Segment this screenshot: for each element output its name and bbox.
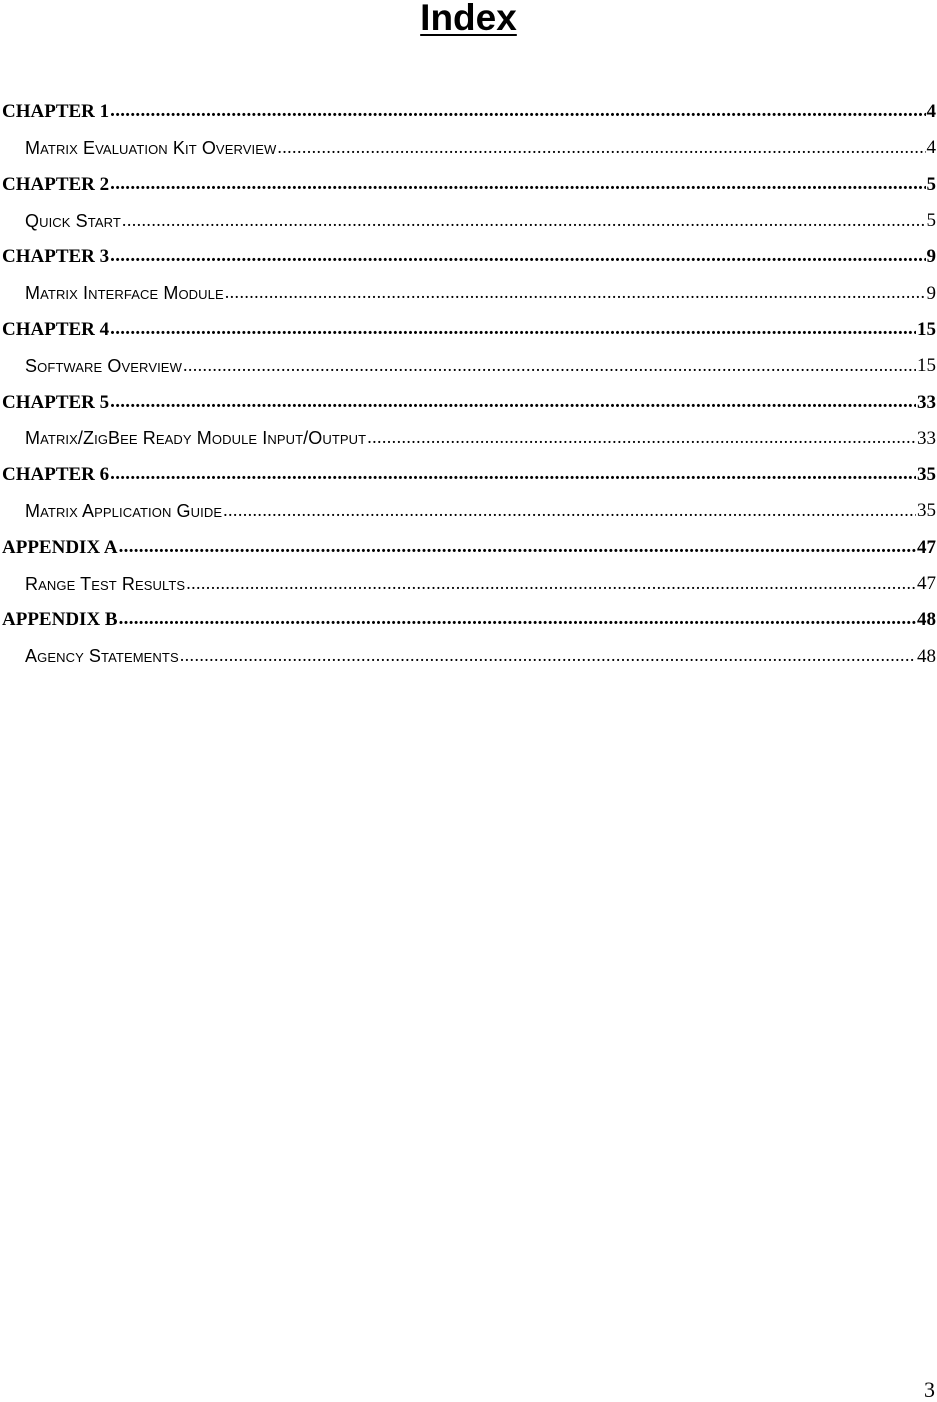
dot-leader	[110, 318, 916, 340]
toc-entry-label: Quick Start	[25, 210, 121, 231]
toc-entry-page: 48	[917, 645, 936, 667]
dot-leader	[180, 645, 916, 666]
toc-entry-label: Agency Statements	[25, 646, 179, 667]
page-title: Index	[420, 0, 517, 38]
toc-entry-page: 15	[917, 318, 936, 340]
dot-leader	[110, 463, 916, 485]
toc-entry-label: Matrix/ZigBee Ready Module Input/Output	[25, 428, 367, 449]
toc-entry-label: CHAPTER 2	[2, 173, 110, 195]
dot-leader	[122, 210, 926, 231]
toc-section-entry[interactable]	[2, 638, 936, 674]
dot-leader	[223, 500, 916, 521]
dot-leader	[119, 608, 916, 630]
toc-section-entry[interactable]	[2, 275, 936, 311]
toc-section-entry[interactable]	[2, 203, 936, 239]
toc-entry-label: CHAPTER 4	[2, 318, 110, 340]
dot-leader	[119, 536, 916, 558]
toc-section-entry[interactable]	[2, 493, 936, 529]
toc-entry-page: 35	[917, 464, 936, 486]
toc-entry-page: 47	[917, 573, 936, 594]
toc-entry-page: 4	[926, 101, 936, 123]
page-number: 3	[924, 1377, 935, 1402]
toc-entry-page: 35	[917, 500, 936, 522]
dot-leader	[186, 573, 916, 594]
toc-entry-page: 33	[917, 427, 936, 449]
dot-leader	[110, 100, 925, 122]
toc-entry-label: Matrix Application Guide	[25, 500, 223, 521]
toc-entry-label: Software Overview	[25, 355, 182, 376]
dot-leader	[225, 282, 926, 303]
dot-leader	[367, 427, 916, 448]
toc-entry-label: Matrix Evaluation Kit Overview	[25, 137, 277, 158]
toc-entry-page: 47	[917, 536, 936, 558]
toc-entry-label: Range Test Results	[25, 573, 186, 594]
toc-entry-page: 5	[926, 210, 936, 232]
toc-chapter-entry[interactable]	[2, 602, 936, 638]
toc-entry-page: 5	[926, 173, 936, 195]
toc-chapter-entry[interactable]	[2, 457, 936, 493]
toc-chapter-entry[interactable]	[2, 384, 936, 420]
toc-chapter-entry[interactable]	[2, 94, 936, 130]
toc-chapter-entry[interactable]	[2, 167, 936, 203]
toc-entry-label: CHAPTER 3	[2, 246, 110, 268]
dot-leader	[277, 137, 925, 158]
toc-entry-page: 48	[917, 609, 936, 631]
toc-entry-label: APPENDIX B	[2, 609, 118, 631]
toc-entry-page: 15	[917, 355, 936, 377]
toc-entry-page: 4	[926, 137, 936, 159]
toc-entry-page: 9	[926, 282, 936, 304]
toc-chapter-entry[interactable]	[2, 239, 936, 275]
toc-entry-label: Matrix Interface Module	[25, 283, 224, 304]
toc-section-entry[interactable]	[2, 421, 936, 457]
toc-entry-page: 33	[917, 391, 936, 413]
toc-chapter-entry[interactable]	[2, 312, 936, 348]
table-of-contents	[2, 94, 936, 675]
toc-section-entry[interactable]	[2, 566, 936, 602]
dot-leader	[110, 391, 916, 413]
dot-leader	[183, 355, 916, 376]
toc-entry-page: 9	[926, 246, 936, 268]
dot-leader	[110, 245, 925, 267]
toc-section-entry[interactable]	[2, 130, 936, 166]
toc-section-entry[interactable]	[2, 348, 936, 384]
toc-entry-label: CHAPTER 6	[2, 464, 110, 486]
toc-chapter-entry[interactable]	[2, 530, 936, 566]
toc-entry-label: CHAPTER 5	[2, 391, 110, 413]
toc-entry-label: APPENDIX A	[2, 536, 118, 558]
dot-leader	[110, 173, 925, 195]
toc-entry-label: CHAPTER 1	[2, 101, 110, 123]
